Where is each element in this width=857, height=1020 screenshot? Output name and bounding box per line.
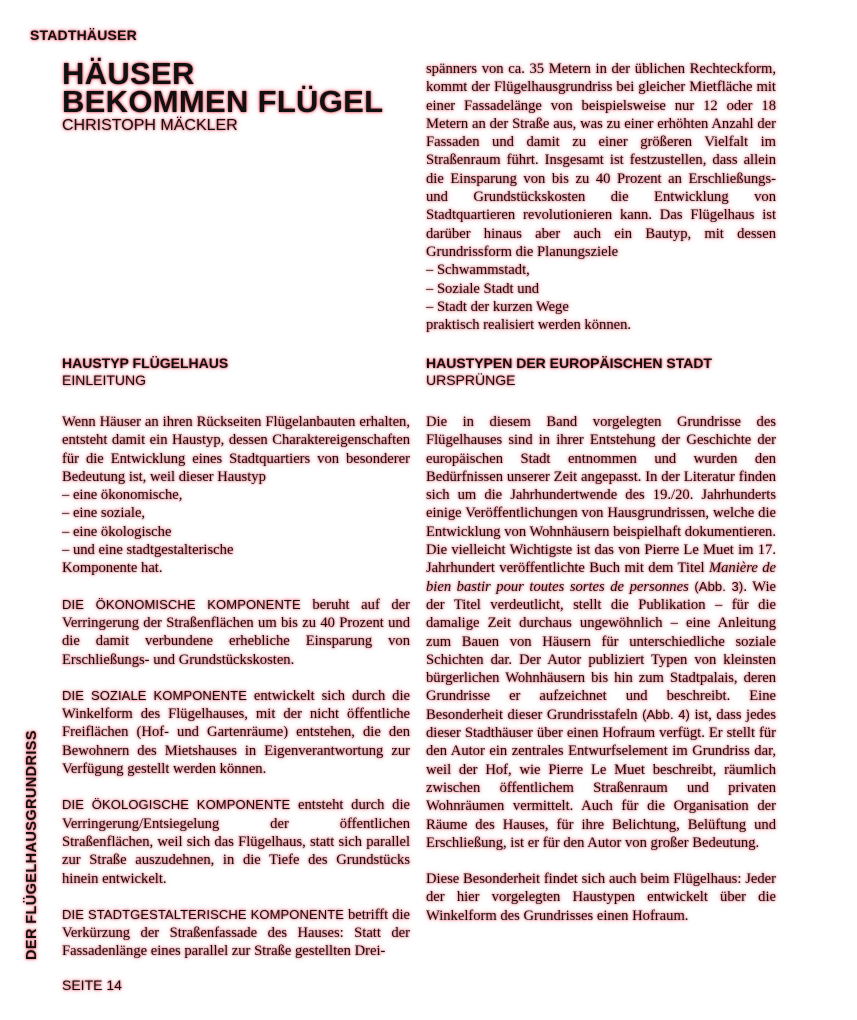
section-heading: HAUSTYP FLÜGELHAUS [62, 355, 229, 371]
paragraph-urban-design [62, 906, 410, 961]
intro-continued-text: spänners von ca. 35 Metern in der üblichen Rechteckform, kommt der Flügelhausgrundriss bei gleicher Mietfläche mit einer Fassadelänge von beispielsweise nur 12 oder 18 Metern an der Straße aus, was zu einer erhöhten Anzahl der Fassaden und damit zu einer größeren Vielfalt im Straßenraum führt. Insgesamt ist festzustellen, dass allein die Einsparung von bis zu 40 Prozent an Erschließungs- und Grundstückskosten die Entwicklung von Stadtquartieren revolutionieren kann. Das Flügelhaus ist darüber hinaus aber auch ein Bautyp, mit dessen Grundrissform die Planungsziele [426, 61, 776, 260]
component-label-urban-design: DIE STADTGESTALTERISCHE KOMPONENTE [62, 906, 345, 922]
figure-reference: (Abb. 3) [688, 578, 744, 594]
origins-text-a: Die in diesem Band vorgelegten Grundrisse des Flügelhauses sind in ihrer Entstehung der Geschichte der europäischen Stadt entnommen und wurden den Bedürfnissen unserer Zeit angepasst. In der Literatur finden sich um die Jahrhundertwende des 19./20. Jahrhunderts einige Veröffentlichungen von Hausgrundrissen, welche die Entwicklung von Wohnhäusern beispielhaft dokumentieren. Die vielleicht Wichtigste ist das von Pierre Le Muet im 17. Jahrhundert veröffentlichte Buch mit dem Titel [426, 414, 776, 577]
list-item: – Stadt der kurzen Wege [426, 298, 569, 315]
list-item: – und eine stadtgestalterische [62, 542, 234, 559]
section-subheading: URSPRÜNGE [426, 372, 516, 388]
section-heading: HAUSTYPEN DER EUROPÄISCHEN STADT [426, 355, 712, 371]
section-label: STADTHÄUSER [30, 27, 137, 43]
component-list [62, 486, 410, 559]
list-item: – eine soziale, [62, 505, 146, 522]
book-title: Manière de bien bastir pour toutes sortes de personnes [426, 560, 776, 595]
right-column [426, 355, 776, 937]
paragraph-social [62, 687, 410, 778]
closing-paragraph: Diese Besonderheit findet sich auch beim Flügelhaus: Jeder der hier vorgelegten Haustypen entwickelt über die Winkelform des Grundrisses einen Hofraum. [426, 871, 776, 924]
component-label-social: DIE SOZIALE KOMPONENTE [62, 687, 247, 703]
origins-paragraph [426, 413, 776, 852]
list-item: – Schwammstadt, [426, 262, 530, 279]
author-name: CHRISTOPH MÄCKLER [62, 117, 238, 134]
component-text-economic: beruht auf der Verringerung der Straßenflächen um bis zu 40 Prozent und die damit verbundene erhebliche Einsparung von Erschließungs- und Grundstückskosten. [62, 596, 411, 668]
component-label-ecological: DIE ÖKOLOGISCHE KOMPONENTE [62, 797, 291, 813]
paragraph-ecological [62, 796, 410, 887]
figure-reference: (Abb. 4) [642, 706, 690, 722]
component-text-ecological: entsteht durch die Verringerung/Entsiegelung der öffentlichen Straßenflächen, weil sich das Flügelhaus, statt sich parallel zur Straße auszudehnen, in die Tiefe des Grundstücks hinein entwickelt. [62, 797, 410, 887]
list-item: – eine ökonomische, [62, 487, 183, 504]
origins-text-c: ist, dass jedes dieser Stadthäuser über einen Hofraum verfügt. Er stellt für den Autor ein zentrales Entwurfselement im Grundriss dar, weil der Hof, wie Pierre Le Muet beschreibt, räumlich zwischen öffentlichem Straßenraum und privaten Wohnräumen vermittelt. Auch für die Organisation der Räume des Hauses, für ihre Belichtung, Belüftung und Erschließung, ist er für den Autor von großer Bedeutung. [426, 706, 776, 851]
left-column [62, 355, 410, 961]
component-text-urban-design: betrifft die Verkürzung der Straßenfassade des Hauses: Statt der Fassadenlänge eines parallel zur Straße gestellten Drei- [62, 906, 410, 960]
component-label-economic: DIE ÖKONOMISCHE KOMPONENTE [62, 596, 301, 612]
origins-text-b: . Wie der Titel verdeutlicht, stellt die Publikation – für die damalige Zeit durchaus ungewöhnlich – eine Anleitung zum Bauen von Häusern für unterschiedliche soziale Schichten dar. Der Autor publiziert Typen von kleinsten bürgerlichen Wohnhäusern bis hin zum Stadtpalais, deren Grundrisse er aufzeichnet und beschreibt. Eine Besonderheit dieser Grundrisstafeln [426, 578, 776, 723]
list-item: – Soziale Stadt und [426, 280, 540, 297]
intro-continued [426, 60, 776, 334]
component-list-end: Komponente hat. [62, 560, 163, 577]
planning-goals-list [426, 261, 776, 316]
list-item: – eine ökologische [62, 523, 172, 540]
page-title-line-1: HÄUSER [62, 56, 195, 91]
intro-paragraph: Wenn Häuser an ihren Rückseiten Flügelanbauten erhalten, entsteht damit ein Haustyp, dessen Charaktereigenschaften für die Entwicklung eines Stadtquartiers von besonderer Bedeutung ist, weil dieser Haustyp [62, 414, 410, 485]
page-title [62, 56, 384, 119]
paragraph-economic [62, 596, 410, 669]
page-number: SEITE 14 [62, 977, 122, 993]
intro-continued-closing: praktisch realisiert werden können. [426, 317, 632, 334]
component-text-social: entwickelt sich durch die Winkelform des Flügelhauses, mit der nicht öffentliche Freiflächen (Hof- und Gartenräume) entstehen, die den Bewohnern des Mietshauses in Eigenverantwortung zur Verfügung gestellt werden können. [62, 687, 410, 778]
page-title-line-2: BEKOMMEN FLÜGEL [62, 84, 384, 119]
side-label: DER FLÜGELHAUSGRUNDRISS [24, 730, 40, 960]
section-subheading: EINLEITUNG [62, 372, 147, 388]
